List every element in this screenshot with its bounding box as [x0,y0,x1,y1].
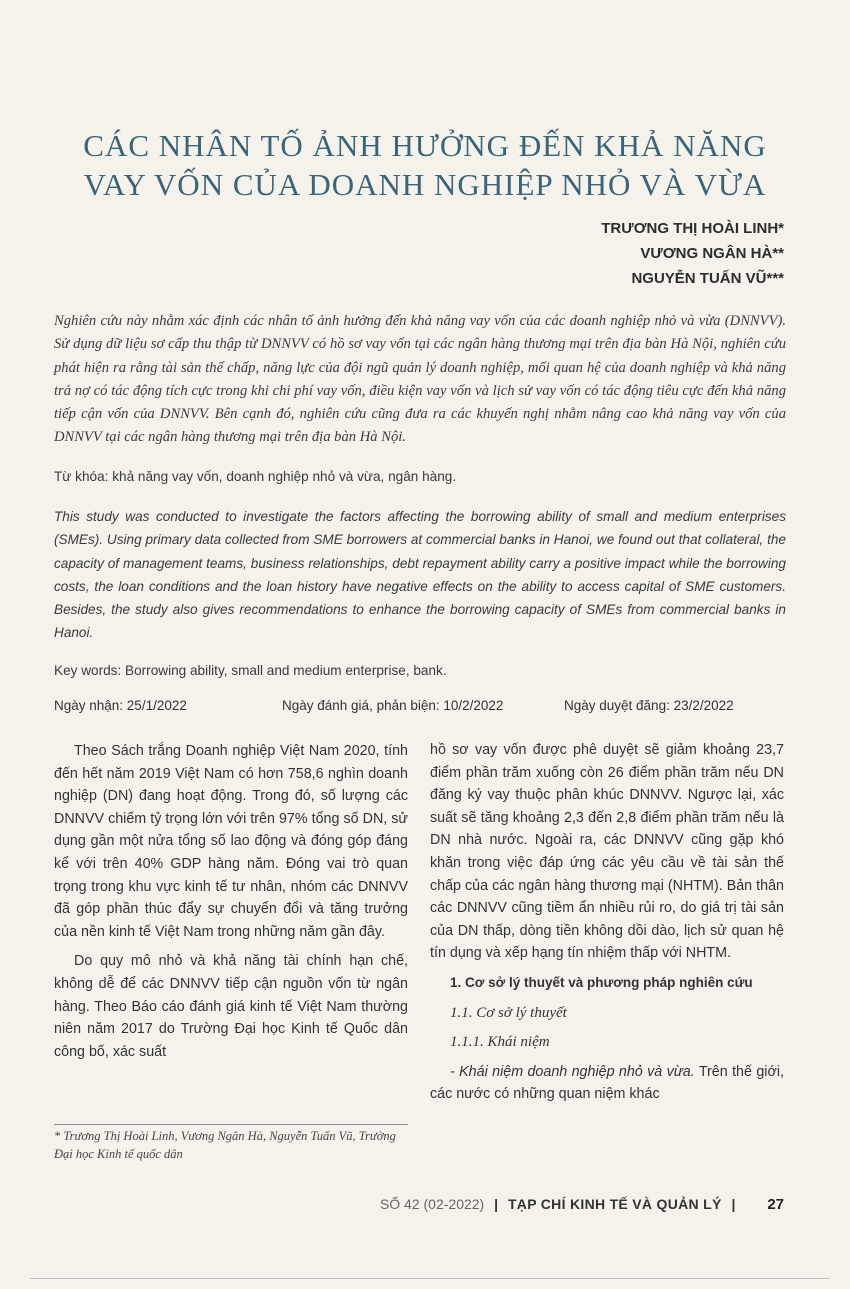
footer-separator-2: | [731,1196,736,1212]
keywords-vietnamese: Từ khóa: khả năng vay vốn, doanh nghiệp nhỏ và vừa, ngân hàng. [54,469,457,484]
article-dates [54,698,786,720]
body-column-right [430,739,784,1113]
concept-text: Trên thế giới, các nước có những quan niệm khác [430,1063,784,1103]
body-column-left [54,740,408,1070]
author-list [601,216,784,291]
date-approved: Ngày duyệt đăng: 23/2/2022 [564,698,734,713]
subsubsection-heading: 1.1.1. Khái niệm [450,1034,550,1051]
section-heading: 1. Cơ sở lý thuyết và phương pháp nghiên cứu [450,974,753,990]
page-footer [380,1196,784,1218]
page-number: 27 [767,1196,784,1213]
issue-number: SỐ 42 (02-2022) [379,1196,485,1212]
concept-lead: - Khái niệm doanh nghiệp nhỏ và vừa. [450,1063,695,1080]
body-paragraph [430,1061,784,1106]
title-line-1: CÁC NHÂN TỐ ẢNH HƯỞNG ĐẾN KHẢ NĂNG [83,128,767,163]
date-received: Ngày nhận: 25/1/2022 [54,698,187,713]
footnote-divider [54,1124,408,1125]
author-footnote: * Trương Thị Hoài Linh, Vương Ngân Hà, Nguyễn Tuấn Vũ, Trường Đại học Kinh tế quốc dân [54,1129,396,1161]
footer-separator: | [494,1196,499,1212]
abstract-english: This study was conducted to investigate the factors affecting the borrowing ability of small and medium enterprises (SMEs). Using primary data collected from SME borrowers at commercial banks in Hanoi, we found out that collateral, the capacity of management teams, business relationships, debt repayment ability carry a positive impact while the borrowing costs, the loan conditions and the loan history have negative effects on the ability to access capital of SME customers. Besides, the study also gives recommendations to enhance the borrowing capacity of SMEs from commercial banks in Hanoi. [54,509,786,641]
bottom-divider [30,1278,830,1279]
author-2: VƯƠNG NGÂN HÀ** [640,245,784,262]
title-line-2: VAY VỐN CỦA DOANH NGHIỆP NHỎ VÀ VỪA [83,167,767,202]
body-paragraph: Theo Sách trắng Doanh nghiệp Việt Nam 2020, tính đến hết năm 2019 Việt Nam có hơn 758,6 nghìn doanh nghiệp (DN) đang hoạt động. Trong đó, số lượng các DNNVV chiếm tỷ trọng lớn với trên 97% tổng số DN, sử dụng gần một nửa tổng số lao động và đóng góp đáng kể với trên 40% GDP hàng năm. Đóng vai trò quan trọng trong khu vực kinh tế tư nhân, nhóm các DNNVV đã góp phần thúc đẩy sự chuyển đổi và tăng trưởng của nền kinh tế Việt Nam trong những năm gần đây. [54,743,408,940]
article-title [40,126,810,204]
body-paragraph: Do quy mô nhỏ và khả năng tài chính hạn chế, không dễ để các DNNVV tiếp cận nguồn vốn từ ngân hàng. Theo Báo cáo đánh giá kinh tế Việt Nam thường niên năm 2017 do Trường Đại học Kinh tế Quốc dân công bố, xác suất [54,953,408,1060]
body-paragraph: hồ sơ vay vốn được phê duyệt sẽ giảm khoảng 23,7 điểm phần trăm xuống còn 26 điểm phần trăm nếu DN đăng ký vay thuộc phân khúc DNNVV. Ngược lại, xác suất sẽ tăng khoảng 2,3 đến 2,8 điểm phần trăm nếu là DN nhà nước. Ngoài ra, các DNNVV cũng gặp khó khăn trong việc đáp ứng các yêu cầu về tài sản thế chấp của các ngân hàng thương mại (NHTM). Bản thân các DNNVV cũng tiềm ẩn nhiều rủi ro, do giá trị tài sản của DN thấp, dòng tiền không dồi dào, lịch sử quan hệ tín dụng và xếp hạng tín nhiệm thấp với NHTM. [430,742,784,962]
author-3: NGUYỄN TUẤN VŨ*** [631,270,784,287]
date-reviewed: Ngày đánh giá, phản biện: 10/2/2022 [282,698,504,713]
keywords-english: Key words: Borrowing ability, small and medium enterprise, bank. [54,663,447,678]
author-1: TRƯƠNG THỊ HOÀI LINH* [601,220,784,237]
abstract-vietnamese: Nghiên cứu này nhằm xác định các nhân tố ảnh hưởng đến khả năng vay vốn của các doanh nghiệp nhỏ và vừa (DNNVV). Sử dụng dữ liệu sơ cấp thu thập từ DNNVV có hồ sơ vay vốn tại các ngân hàng thương mại trên địa bàn Hà Nội, nghiên cứu phát hiện ra rằng tài sản thế chấp, năng lực của đội ngũ quản lý doanh nghiệp, mối quan hệ của doanh nghiệp và khả năng trả nợ có tác động tích cực trong khi chi phí vay vốn, điều kiện vay vốn và lịch sử vay vốn có tác động tiêu cực đến khả năng tiếp cận vốn của DNNVV. Bên cạnh đó, nghiên cứu cũng đưa ra các khuyến nghị nhằm nâng cao khả năng vay vốn của DNNVV tại các ngân hàng thương mại trên địa bàn Hà Nội. [54,313,786,446]
journal-name: TẠP CHÍ KINH TẾ VÀ QUẢN LÝ [507,1196,722,1212]
subsection-heading: 1.1. Cơ sở lý thuyết [450,1004,567,1021]
